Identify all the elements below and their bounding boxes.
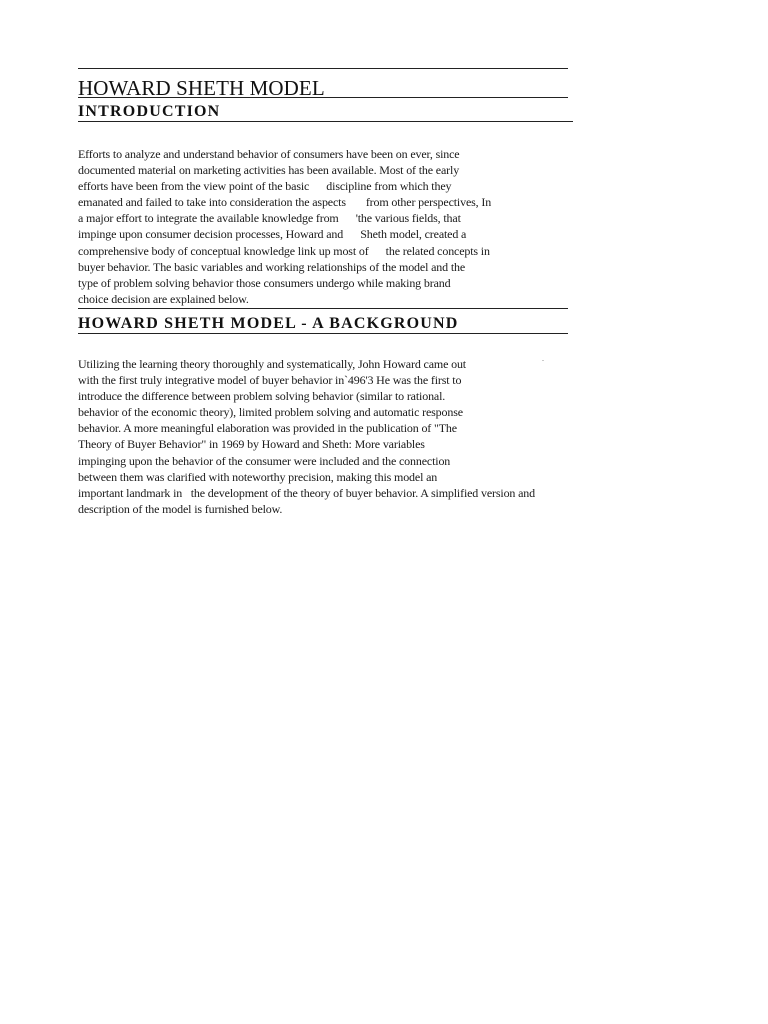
text-line: between them was clarified with noteworthy precision, making this model an	[78, 469, 438, 484]
text-line: Efforts to analyze and understand behavior of consumers have been on ever, since	[78, 147, 460, 161]
top-rule	[78, 68, 568, 69]
text-line: efforts have been from the view point of the basic discipline from which they	[78, 179, 452, 194]
text-line: documented material on marketing activities has been available. Most of the early	[78, 163, 460, 178]
title-underline	[78, 97, 568, 98]
section-heading-background: HOWARD SHETH MODEL - A BACKGROUND	[78, 315, 459, 332]
background-section-top-rule	[78, 308, 568, 309]
text-line: with the first truly integrative model of buyer behavior in`496'3 He was the first to	[78, 373, 462, 388]
stray-mark: .	[542, 354, 544, 363]
background-paragraph	[78, 356, 535, 517]
text-line: Utilizing the learning theory thoroughly and systematically, John Howard came out	[78, 357, 466, 371]
text-line: a major effort to integrate the available knowledge from 'the various fields, that	[78, 211, 461, 226]
text-line: impinging upon the behavior of the consumer were included and the connection	[78, 453, 451, 468]
text-line: introduce the difference between problem solving behavior (similar to rational.	[78, 389, 446, 404]
text-line: emanated and failed to take into consideration the aspects from other perspectives, In	[78, 195, 492, 210]
section-heading-introduction: INTRODUCTION	[78, 103, 221, 120]
text-line: comprehensive body of conceptual knowledge link up most of the related concepts in	[78, 243, 490, 258]
text-line: important landmark in the development of the theory of buyer behavior. A simplified version and	[78, 485, 536, 500]
text-line: choice decision are explained below.	[78, 291, 249, 306]
text-line: type of problem solving behavior those consumers undergo while making brand	[78, 275, 451, 290]
introduction-heading-underline	[78, 121, 573, 122]
introduction-paragraph	[78, 146, 491, 307]
text-line: Theory of Buyer Behavior" in 1969 by Howard and Sheth: More variables	[78, 437, 425, 452]
text-line: behavior. A more meaningful elaboration was provided in the publication of "The	[78, 421, 457, 436]
background-heading-underline	[78, 333, 568, 334]
text-line: description of the model is furnished below.	[78, 501, 283, 516]
text-line: buyer behavior. The basic variables and working relationships of the model and the	[78, 259, 466, 274]
text-line: impinge upon consumer decision processes, Howard and Sheth model, created a	[78, 227, 467, 242]
page-title: HOWARD SHETH MODEL	[78, 76, 325, 100]
text-line: behavior of the economic theory), limited problem solving and automatic response	[78, 405, 463, 420]
